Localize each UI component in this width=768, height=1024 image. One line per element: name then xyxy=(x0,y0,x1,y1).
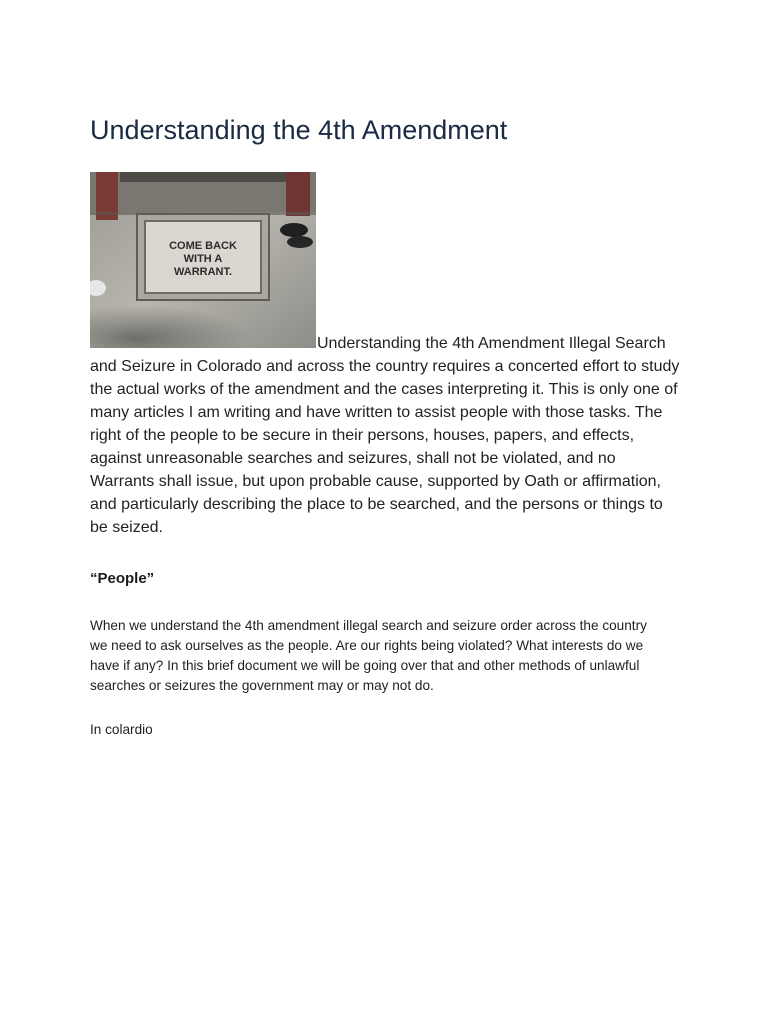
intro-text: Understanding the 4th Amendment Illegal Search and Seizure in Colorado and across the country requires a concerted effort to study the actual works of the amendment and the cases interpreting it. This is only one of many articles I am writing and have written to assist people with those tasks. The right of the people to be secure in their persons, houses, papers, and effects, against unreasonable searches and seizures, shall not be violated, and no Warrants shall issue, but upon probable cause, supported by Oath or affirmation, and particularly describing the place to be searched, and the persons or things to be seized. xyxy=(90,335,680,536)
section-paragraph: When we understand the 4th amendment illegal search and seizure order across the country we need to ask ourselves as the people. Are our rights being violated? What interests do we have if any? In this brief document we will be going over that and other methods of unlawful searches or seizures the government may or may not do. xyxy=(90,618,647,693)
trailing-text: In colardio xyxy=(90,722,153,737)
sign-line-3: WARRANT. xyxy=(173,266,233,278)
sign-line-1: COME BACK xyxy=(169,240,237,252)
intro-paragraph xyxy=(90,172,680,539)
doormat-photo xyxy=(90,172,316,348)
document-title: Understanding the 4th Amendment xyxy=(90,115,508,145)
section-heading: “People” xyxy=(90,570,155,587)
sign-line-2: WITH A xyxy=(183,253,223,265)
